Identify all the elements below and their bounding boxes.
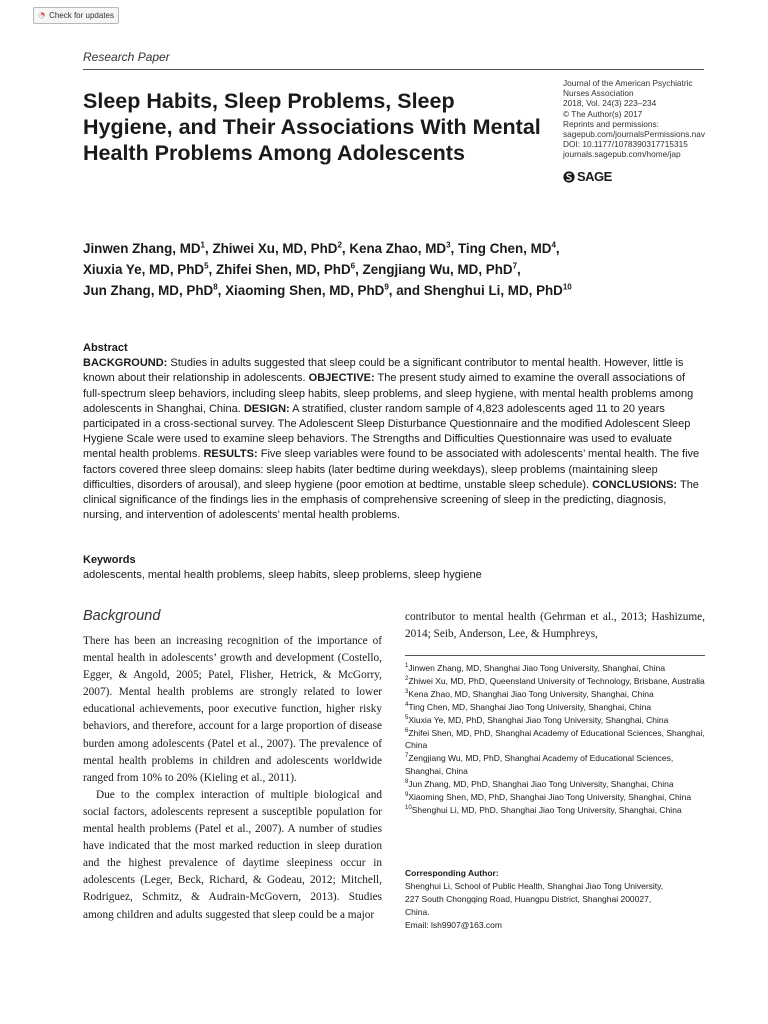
corresponding-author-line: China. bbox=[405, 907, 430, 917]
author-name: Xiaoming Shen, MD, PhD bbox=[225, 283, 385, 298]
journal-line: Nurses Association bbox=[563, 88, 634, 99]
abstract-conclusions-label: CONCLUSIONS: bbox=[592, 478, 678, 491]
corresponding-author-line: Shenghui Li, School of Public Health, Shanghai Jiao Tong University, bbox=[405, 881, 664, 891]
abstract-design-label: DESIGN: bbox=[243, 402, 290, 415]
author-affiliation-marker: 4 bbox=[551, 240, 556, 250]
author-affiliation-marker: 10 bbox=[562, 282, 572, 292]
abstract-objective-label: OBJECTIVE: bbox=[308, 372, 375, 385]
body-right-column: contributor to mental health (Gehrman et al., 2013; Hashizume, 2014; Seib, Anderson, Lee, & Humphreys, bbox=[405, 611, 705, 641]
author-name: Jinwen Zhang, MD bbox=[83, 241, 201, 256]
author-name: Jun Zhang, MD, PhD bbox=[83, 283, 214, 298]
author-affiliation-marker: 3 bbox=[446, 240, 451, 250]
journal-line: sagepub.com/journalsPermissions.nav bbox=[563, 129, 706, 140]
check-for-updates-button[interactable] bbox=[33, 7, 119, 24]
affiliation-footnote: $^9$Xiaoming Shen, MD, PhD, Shanghai Jiao Tong University, Shanghai, China bbox=[405, 792, 692, 803]
journal-line: Reprints and permissions: bbox=[563, 118, 659, 129]
affiliation-footnote: $^7$Zengjiang Wu, MD, PhD, Shanghai Academy of Educational Sciences, Shanghai, China bbox=[405, 753, 674, 777]
author-name: Zhiwei Xu, MD, PhD bbox=[212, 241, 338, 256]
author-affiliation-marker: 7 bbox=[512, 261, 518, 271]
author-name: and Shenghui Li, MD, PhD bbox=[396, 283, 563, 298]
article-title: Sleep Habits, Sleep Problems, Sleep Hygiene, and Their Associations With Mental Health Problems Among Adolescents bbox=[83, 89, 541, 165]
keywords bbox=[83, 553, 705, 583]
author-affiliation-marker: 5 bbox=[204, 261, 209, 271]
abstract-heading: Abstract bbox=[83, 342, 128, 354]
journal-line: DOI: 10.1177/1078390317715315 bbox=[563, 139, 688, 150]
affiliation-footnote: $^2$Zhiwei Xu, MD, PhD, Queensland University of Technology, Brisbane, Australia bbox=[405, 675, 705, 686]
journal-line: © The Author(s) 2017 bbox=[563, 108, 643, 119]
affiliation-footnote: $^{10}$Shenghui Li, MD, PhD, Shanghai Jiao Tong University, Shanghai, China bbox=[405, 804, 682, 815]
section-heading: Background bbox=[83, 608, 161, 624]
affiliation-footnote: $^3$Kena Zhao, MD, Shanghai Jiao Tong University, Shanghai, China bbox=[405, 688, 654, 699]
author-name: Ting Chen, MD bbox=[457, 241, 552, 256]
journal-line: Journal of the American Psychiatric bbox=[563, 78, 693, 88]
author-name: Zhifei Shen, MD, PhD bbox=[215, 262, 351, 277]
author-affiliation-marker: 2 bbox=[337, 240, 342, 250]
keywords-text: adolescents, mental health problems, sleep habits, sleep problems, sleep hygiene bbox=[83, 569, 482, 581]
author-affiliations bbox=[405, 662, 710, 817]
abstract-background: Studies in adults suggested that sleep could be a significant contributor to mental health. However, little is known about their relationship in adolescents. bbox=[83, 357, 684, 385]
author-name: Kena Zhao, MD bbox=[349, 241, 447, 256]
header-rule bbox=[83, 69, 704, 70]
publisher-name: SAGE bbox=[577, 169, 612, 184]
journal-info bbox=[563, 78, 763, 160]
abstract-design: A stratified, cluster random sample of 4,823 adolescents aged 11 to 20 years participated in a cross-sectional survey. The Adolescent Sleep Disturbance Questionnaire and the modified Adolescent Sleep Hygiene Scale were used to examine sleep behaviors. The Strengths and Difficulties Questionnaire was used to evaluate mental health problems. bbox=[83, 402, 691, 461]
abstract bbox=[83, 341, 705, 523]
body-paragraph: There has been an increasing recognition of the importance of mental health in adolescents’ growth and development (Costello, Egger, & Angold, 2005; Patel, Flisher, Hetrick, & McGorry, 2007). Mental health problems are strongly related to lower educational achievements, poor executive function, higher risky behaviors, and therefore, account for a large proportion of disease burden among adolescents (Patel et al., 2007). The prevalence of mental health problems in children and adolescents worldwide ranged from 10% to 20% (Kieling et al., 2011). bbox=[83, 635, 382, 784]
affiliation-footnote: $^5$Xiuxia Ye, MD, PhD, Shanghai Jiao Tong University, Shanghai, China bbox=[405, 714, 669, 725]
author-list: Jinwen Zhang, $MD^1$, Zhiwei Xu, MD, PhD$^2$, Kena Zhao, $MD^3$, Ting Chen, $MD^4$, Xiuxia Ye, MD, PhD$^5$, Zhifei Shen, MD, PhD$^6$, Zengjiang Wu, MD, PhD$^7$, Jun Zhang, MD, PhD$^8$, Xiaoming Shen, MD, PhD$^9$, and Shenghui Li, MD, PhD$^{10}$ bbox=[83, 240, 572, 298]
affiliation-footnote: $^8$Jun Zhang, MD, PhD, Shanghai Jiao Tong University, Shanghai, China bbox=[405, 779, 674, 790]
abstract-results: Five sleep variables were found to be associated with adolescents’ mental health. The five factors covered three sleep domains: sleep habits (later bedtime during weekdays), sleep problems (maintaining sleep difficulties, disorders of arousal), and sleep hygiene (poor emotion at bedtime, unstable sleep schedule). bbox=[83, 448, 700, 491]
publisher-logo bbox=[563, 169, 612, 184]
affiliation-footnote: $^4$Ting Chen, MD, Shanghai Jiao Tong University, Shanghai, China bbox=[405, 701, 652, 712]
author-affiliation-marker: 1 bbox=[200, 240, 205, 250]
author-name: Zengjiang Wu, MD, PhD bbox=[362, 262, 513, 277]
author-affiliation-marker: 8 bbox=[213, 282, 218, 292]
abstract-results-label: RESULTS: bbox=[203, 448, 258, 461]
footnote-rule bbox=[405, 655, 705, 656]
corresponding-author bbox=[405, 867, 710, 932]
corresponding-author-email: Email: lsh9907@163.com bbox=[405, 920, 502, 930]
sage-logo-icon bbox=[563, 171, 575, 183]
author-affiliation-marker: 6 bbox=[350, 261, 356, 271]
check-for-updates-label: Check for updates bbox=[49, 11, 114, 20]
abstract-conclusions: The clinical significance of the findings lies in the emphasis of comprehensive screening of sleep in the predicting, diagnosis, nursing, and intervention of adolescents’ mental health problems. bbox=[83, 478, 699, 522]
keywords-heading: Keywords bbox=[83, 554, 136, 566]
corresponding-author-heading: Corresponding Author: bbox=[405, 868, 499, 878]
journal-line: journals.sagepub.com/home/jap bbox=[563, 149, 681, 160]
abstract-objective: The present study aimed to examine the overall associations of full-spectrum sleep behaviors, including sleep habits, sleep problems, and sleep hygiene, with mental health problems among adolescents in Shanghai, China. bbox=[83, 372, 694, 415]
body-left-column bbox=[83, 633, 382, 924]
journal-line: 2018, Vol. 24(3) 223–234 bbox=[563, 98, 657, 109]
author-name: Xiuxia Ye, MD, PhD bbox=[83, 262, 205, 277]
body-paragraph: Due to the complex interaction of multiple biological and social factors, adolescents represent a susceptible population for mental health problems (Patel et al., 2007). A number of studies have indicated that the most marked reduction in sleep duration and the highest prevalence of daytime sleepiness occur in adolescents (Leger, Beck, Richard, & Godeau, 2012; Mitchell, Rodriguez, Schmitz, & Audrain-McGovern, 2013). Studies among children and adults suggested that sleep could be a major bbox=[83, 788, 382, 921]
abstract-background-label: BACKGROUND: bbox=[83, 357, 168, 370]
check-for-updates-icon bbox=[38, 10, 45, 21]
affiliation-footnote: $^6$Zhifei Shen, MD, PhD, Shanghai Academy of Educational Sciences, Shanghai, China bbox=[405, 727, 705, 751]
author-affiliation-marker: 9 bbox=[384, 282, 389, 292]
corresponding-author-line: 227 South Chongqing Road, Huangpu District, Shanghai 200027, bbox=[405, 894, 652, 904]
affiliation-footnote: $^1$Jinwen Zhang, MD, Shanghai Jiao Tong University, Shanghai, China bbox=[405, 663, 666, 673]
paper-type: Research Paper bbox=[83, 50, 170, 64]
